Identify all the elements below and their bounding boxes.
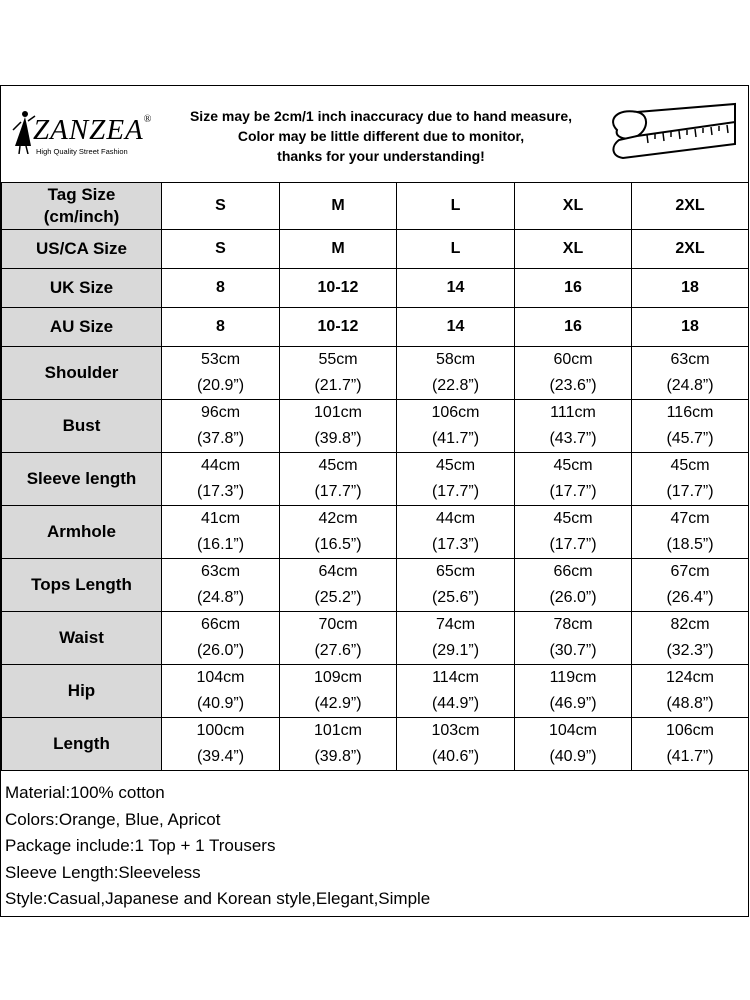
cm-value: 55cm [318,351,358,368]
cm-value: 109cm [313,669,363,686]
size-cell: 14 [397,308,515,347]
row-label: AU Size [2,308,162,347]
inch-value: (17.3”) [431,536,480,553]
cm-value: 44cm [200,457,241,474]
size-cell: 10-12 [280,269,397,308]
measurement-cell [397,347,515,400]
measurement-row [2,665,749,718]
measurement-cell [632,612,749,665]
cm-value: 104cm [196,669,245,686]
inch-value: (20.9”) [196,377,245,394]
measurement-notice [171,106,591,166]
row-label: US/CA Size [2,230,162,269]
measurement-cell [162,718,280,771]
cm-value: 96cm [200,404,241,421]
cm-value: 114cm [432,669,479,686]
cm-value: 53cm [200,351,241,368]
inch-value: (17.3”) [196,483,245,500]
measurement-cell [280,612,397,665]
measurement-row [2,559,749,612]
size-cell: 10-12 [280,308,397,347]
inch-value: (24.8”) [666,377,714,394]
inch-value: (26.0”) [196,642,245,659]
size-table [1,182,749,771]
measurement-cell [162,347,280,400]
size-cell: 14 [397,269,515,308]
product-details [5,780,745,913]
measurement-cell [397,506,515,559]
measuring-tape-icon [597,100,742,166]
inch-value: (17.7”) [666,483,714,500]
row-label: Sleeve length [2,453,162,506]
measurement-cell [397,665,515,718]
measurement-cell [162,400,280,453]
measurement-cell [280,665,397,718]
brand-name: ZANZEA® [33,114,153,146]
inch-value: (40.9”) [196,695,245,712]
size-header-row [2,183,749,230]
header [1,86,748,182]
cm-value: 78cm [553,616,593,633]
inch-value: (25.6”) [431,589,480,606]
inch-value: (16.5”) [314,536,362,553]
measurement-cell [162,559,280,612]
inch-value: (40.6”) [431,748,480,765]
inch-value: (45.7”) [666,430,714,447]
measurement-cell [515,559,632,612]
row-label: Shoulder [2,347,162,400]
measurement-cell [397,718,515,771]
inch-value: (25.2”) [314,589,362,606]
inch-value: (41.7”) [431,430,480,447]
brand-logo [9,104,159,164]
measurement-cell [515,718,632,771]
size-cell: L [397,230,515,269]
cm-value: 111cm [550,404,596,421]
inch-value: (26.4”) [666,589,714,606]
inch-value: (16.1”) [196,536,245,553]
measurement-cell [162,453,280,506]
measurement-cell [162,612,280,665]
size-chart-sheet [0,85,749,917]
inch-value: (17.7”) [431,483,480,500]
cm-value: 66cm [200,616,241,633]
detail-material: Material:100% cotton [5,783,165,802]
inch-value: (22.8”) [431,377,480,394]
inch-value: (23.6”) [549,377,597,394]
measurement-cell [632,347,749,400]
size-cell: 2XL [632,183,749,230]
inch-value: (30.7”) [549,642,597,659]
measurement-cell [632,665,749,718]
measurement-row [2,506,749,559]
measurement-cell [632,453,749,506]
size-cell: S [162,183,280,230]
notice-line: Size may be 2cm/1 inch inaccuracy due to hand measure, [189,108,573,124]
inch-value: (46.9”) [549,695,597,712]
row-label: UK Size [2,269,162,308]
cm-value: 106cm [431,404,480,421]
measurement-cell [162,665,280,718]
size-cell: 18 [632,308,749,347]
row-label: Armhole [2,506,162,559]
detail-colors: Colors:Orange, Blue, Apricot [5,809,221,829]
row-label: Length [2,718,162,771]
measurement-row [2,612,749,665]
cm-value: 41cm [200,510,241,527]
inch-value: (43.7”) [549,430,597,447]
inch-value: (18.5”) [666,536,714,553]
detail-sleeve-length: Sleeve Length:Sleeveless [5,862,201,882]
notice-line: thanks for your understanding! [277,148,485,164]
measurement-cell [515,665,632,718]
row-label: Tops Length [2,559,162,612]
inch-value: (29.1”) [431,642,480,659]
measurement-cell [632,559,749,612]
measurement-cell [515,453,632,506]
inch-value: (37.8”) [196,430,245,447]
measurement-cell [397,453,515,506]
measurement-cell [280,506,397,559]
cm-value: 66cm [553,563,593,580]
measurement-row [2,400,749,453]
measurement-cell [280,400,397,453]
cm-value: 106cm [665,722,715,739]
cm-value: 67cm [670,563,710,580]
cm-value: 65cm [435,563,476,580]
cm-value: 101cm [313,722,363,739]
size-header-row [2,269,749,308]
cm-value: 45cm [553,510,593,527]
measurement-cell [280,453,397,506]
measurement-cell [280,718,397,771]
inch-value: (26.0”) [549,589,597,606]
row-label: Waist [2,612,162,665]
measurement-cell [515,400,632,453]
size-cell: 16 [515,269,632,308]
inch-value: (48.8”) [666,695,714,712]
cm-value: 100cm [196,722,245,739]
inch-value: (24.8”) [196,589,245,606]
inch-value: (39.8”) [314,430,362,447]
cm-value: 116cm [666,404,714,421]
brand-tagline: High Quality Street Fashion [36,147,128,156]
size-cell: 18 [632,269,749,308]
measurement-cell [515,347,632,400]
cm-value: 82cm [670,616,710,633]
measurement-cell [397,559,515,612]
cm-value: 119cm [549,669,597,686]
measurement-cell [280,559,397,612]
inch-value: (32.3”) [666,642,714,659]
inch-value: (27.6”) [314,642,362,659]
measurement-row [2,453,749,506]
inch-value: (17.7”) [549,483,597,500]
measurement-cell [397,612,515,665]
measurement-cell [162,506,280,559]
size-cell: M [280,183,397,230]
measurement-row [2,718,749,771]
inch-value: (39.4”) [196,748,245,765]
size-cell: XL [515,230,632,269]
measurement-row [2,347,749,400]
inch-value: (21.7”) [314,377,362,394]
measurement-cell [397,400,515,453]
cm-value: 45cm [435,457,476,474]
size-cell: 2XL [632,230,749,269]
cm-value: 58cm [435,351,476,368]
inch-value: (44.9”) [431,695,480,712]
cm-value: 44cm [435,510,476,527]
size-cell: 16 [515,308,632,347]
size-cell: 8 [162,269,280,308]
measurement-cell [515,506,632,559]
row-label: Tag Size (cm/inch) [2,183,162,230]
measurement-cell [632,718,749,771]
inch-value: (17.7”) [314,483,362,500]
cm-value: 60cm [553,351,593,368]
cm-value: 63cm [200,563,241,580]
cm-value: 124cm [665,669,715,686]
size-header-row [2,308,749,347]
inch-value: (40.9”) [549,748,597,765]
cm-value: 45cm [670,457,710,474]
cm-value: 74cm [435,616,476,633]
size-cell: M [280,230,397,269]
measurement-cell [515,612,632,665]
cm-value: 47cm [670,510,710,527]
measurement-cell [280,347,397,400]
inch-value: (17.7”) [549,536,597,553]
size-cell: L [397,183,515,230]
inch-value: (42.9”) [314,695,362,712]
row-label: Hip [2,665,162,718]
cm-value: 101cm [313,404,363,421]
cm-value: 103cm [431,722,480,739]
measurement-cell [632,400,749,453]
detail-style: Style:Casual,Japanese and Korean style,Elegant,Simple [5,889,431,908]
size-cell: S [162,230,280,269]
measurement-cell [632,506,749,559]
inch-value: (39.8”) [314,748,362,765]
cm-value: 64cm [318,563,358,580]
size-cell: 8 [162,308,280,347]
cm-value: 70cm [318,616,358,633]
detail-package: Package include:1 Top + 1 Trousers [5,836,276,855]
notice-line: Color may be little different due to monitor, [237,128,525,144]
size-header-row [2,230,749,269]
cm-value: 104cm [548,722,598,739]
inch-value: (41.7”) [666,748,714,765]
cm-value: 42cm [318,510,358,527]
size-cell: XL [515,183,632,230]
cm-value: 45cm [553,457,593,474]
row-label: Bust [2,400,162,453]
cm-value: 45cm [318,457,358,474]
cm-value: 63cm [670,351,710,368]
